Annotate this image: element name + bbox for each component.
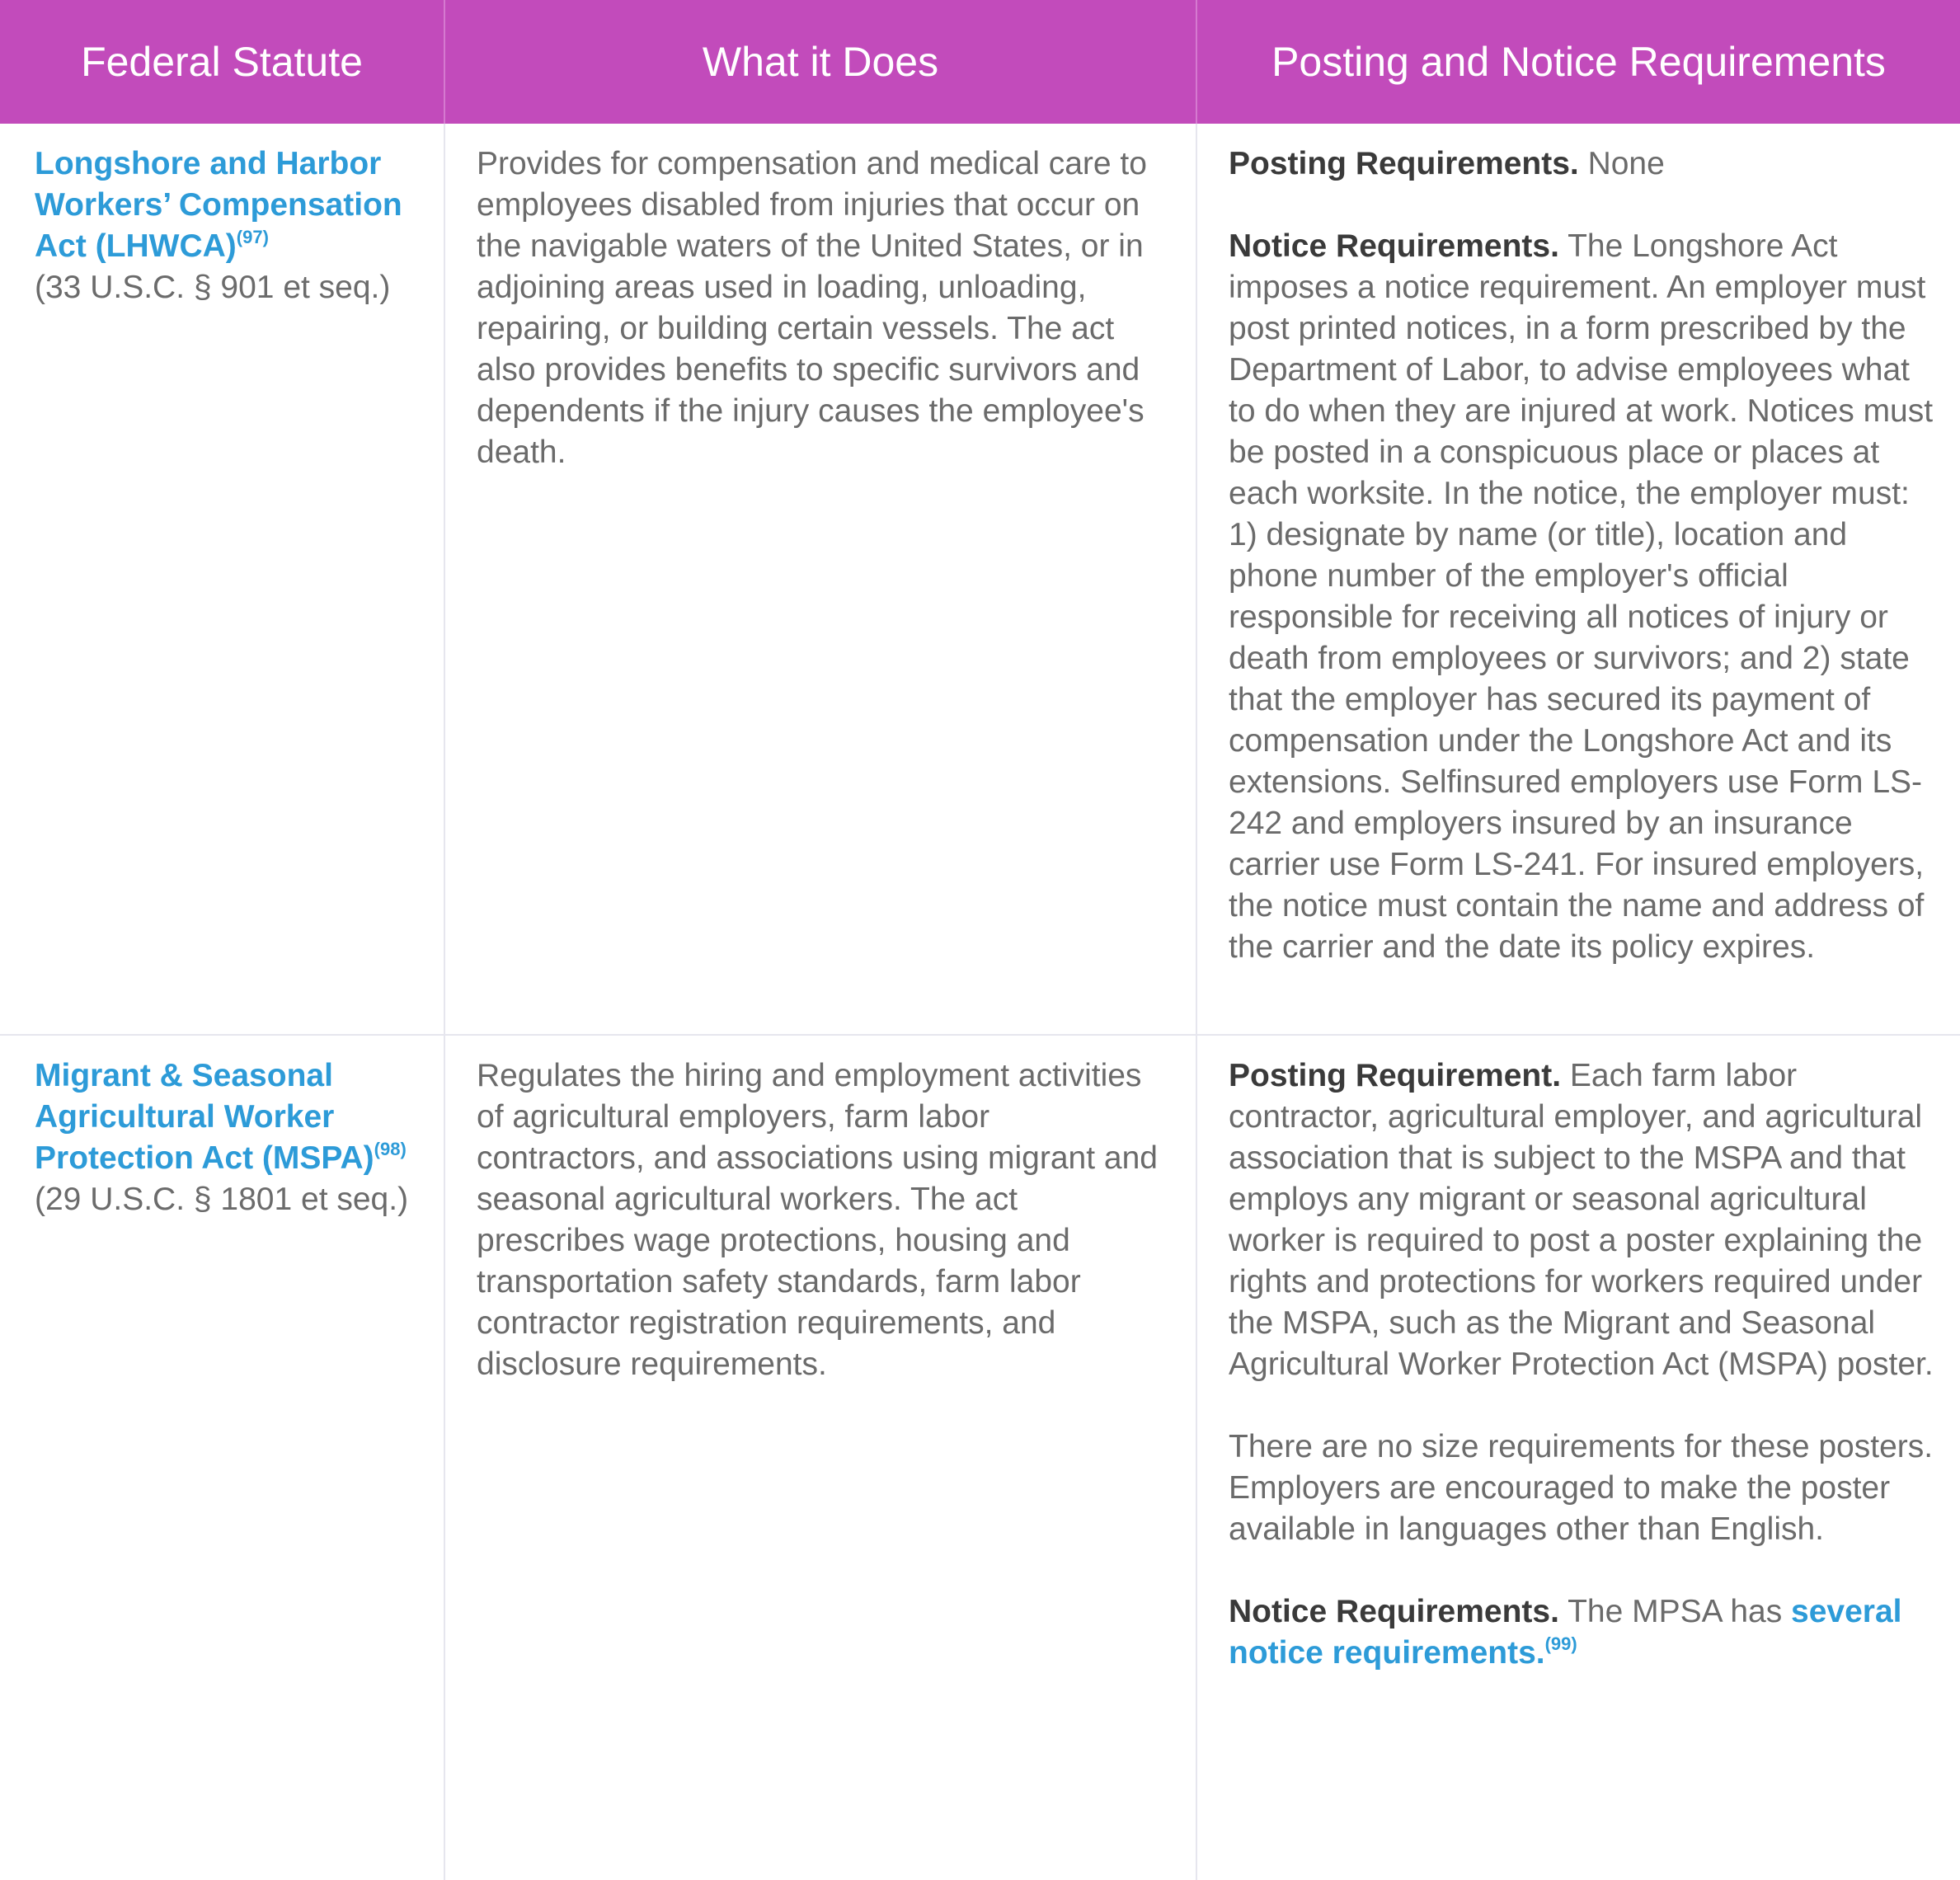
requirement-text: The MPSA has xyxy=(1558,1594,1792,1629)
notice-requirement-paragraph xyxy=(1229,1591,1935,1674)
size-requirement-paragraph xyxy=(1229,1426,1935,1550)
what-it-does-cell xyxy=(445,1036,1197,1880)
footnote-ref[interactable]: (97) xyxy=(236,227,269,247)
statute-name-link[interactable]: Longshore and Harbor Workers’ Compensation Act (LHWCA) xyxy=(35,146,402,264)
statute-citation: (29 U.S.C. § 1801 et seq.) xyxy=(35,1182,409,1217)
description-text: Provides for compensation and medical care to employees disabled from injuries that occur on the navigable waters of the United States, or in adjoining areas used in loading, unloading, repairing, or building certain vessels. The act also provides benefits to specific survivors and dependents if the injury causes the employee's death. xyxy=(477,146,1147,470)
description-text: Regulates the hiring and employment activities of agricultural employers, farm labor contractors, and associations using migrant and seasonal agricultural workers. The act prescribes wage protections, housing and transportation safety standards, farm labor contractor registration requirements, and disclosure requirements. xyxy=(477,1058,1158,1382)
statute-cell xyxy=(0,124,445,1034)
requirement-label: Posting Requirements. xyxy=(1229,146,1579,181)
header-what-it-does: What it Does xyxy=(445,0,1197,124)
requirement-text: None xyxy=(1578,146,1665,181)
requirement-label: Notice Requirements. xyxy=(1229,1594,1559,1629)
notice-requirement-paragraph xyxy=(1229,226,1935,968)
requirements-cell xyxy=(1197,124,1960,1034)
footnote-ref[interactable]: (98) xyxy=(374,1139,407,1159)
requirement-text: There are no size requirements for these posters. Employers are encouraged to make the poster available in languages other than English. xyxy=(1229,1429,1934,1547)
footnote-ref[interactable]: (99) xyxy=(1544,1633,1577,1654)
requirement-label: Notice Requirements. xyxy=(1229,228,1559,264)
header-posting-notice: Posting and Notice Requirements xyxy=(1271,39,1886,85)
posting-requirement-paragraph xyxy=(1229,1055,1935,1385)
table-row xyxy=(0,124,1960,1036)
what-it-does-cell xyxy=(445,124,1197,1034)
requirement-text: The Longshore Act imposes a notice requirement. An employer must post printed notices, in a form prescribed by the Department of Labor, to advise employees what to do when they are injured at work. Notices must be posted in a conspicuous place or places at each worksite. In the notice, the employer must: 1) designate by name (or title), location and phone number of the employer's official responsible for receiving all notices of injury or death from employees or survivors; and 2) state that the employer has secured its payment of compensation under the Longshore Act and its extensions. Selfinsured employers use Form LS-242 and employers insured by an insurance carrier use Form LS-241. For insured employers, the notice must contain the name and address of the carrier and the date its policy expires. xyxy=(1229,228,1934,965)
notice-requirements-link[interactable]: several notice requirements. xyxy=(1229,1594,1902,1671)
table-header xyxy=(0,0,1960,124)
requirement-label: Posting Requirement. xyxy=(1229,1058,1562,1093)
header-federal-statute: Federal Statute xyxy=(0,0,445,124)
requirement-text: Each farm labor contractor, agricultural employer, and agricultural association that is subject to the MSPA and that employs any migrant or seasonal agricultural worker is required to post a poster explaining the rights and protections for workers required under the MSPA, such as the Migrant and Seasonal Agricultural Worker Protection Act (MSPA) poster. xyxy=(1229,1058,1934,1382)
statute-cell xyxy=(0,1036,445,1880)
statute-name-link[interactable]: Migrant & Seasonal Agricultural Worker Protection Act (MSPA) xyxy=(35,1058,374,1176)
posting-requirement-paragraph xyxy=(1229,143,1935,185)
table-row xyxy=(0,1036,1960,1880)
requirements-cell xyxy=(1197,1036,1960,1880)
statute-citation: (33 U.S.C. § 901 et seq.) xyxy=(35,270,391,305)
